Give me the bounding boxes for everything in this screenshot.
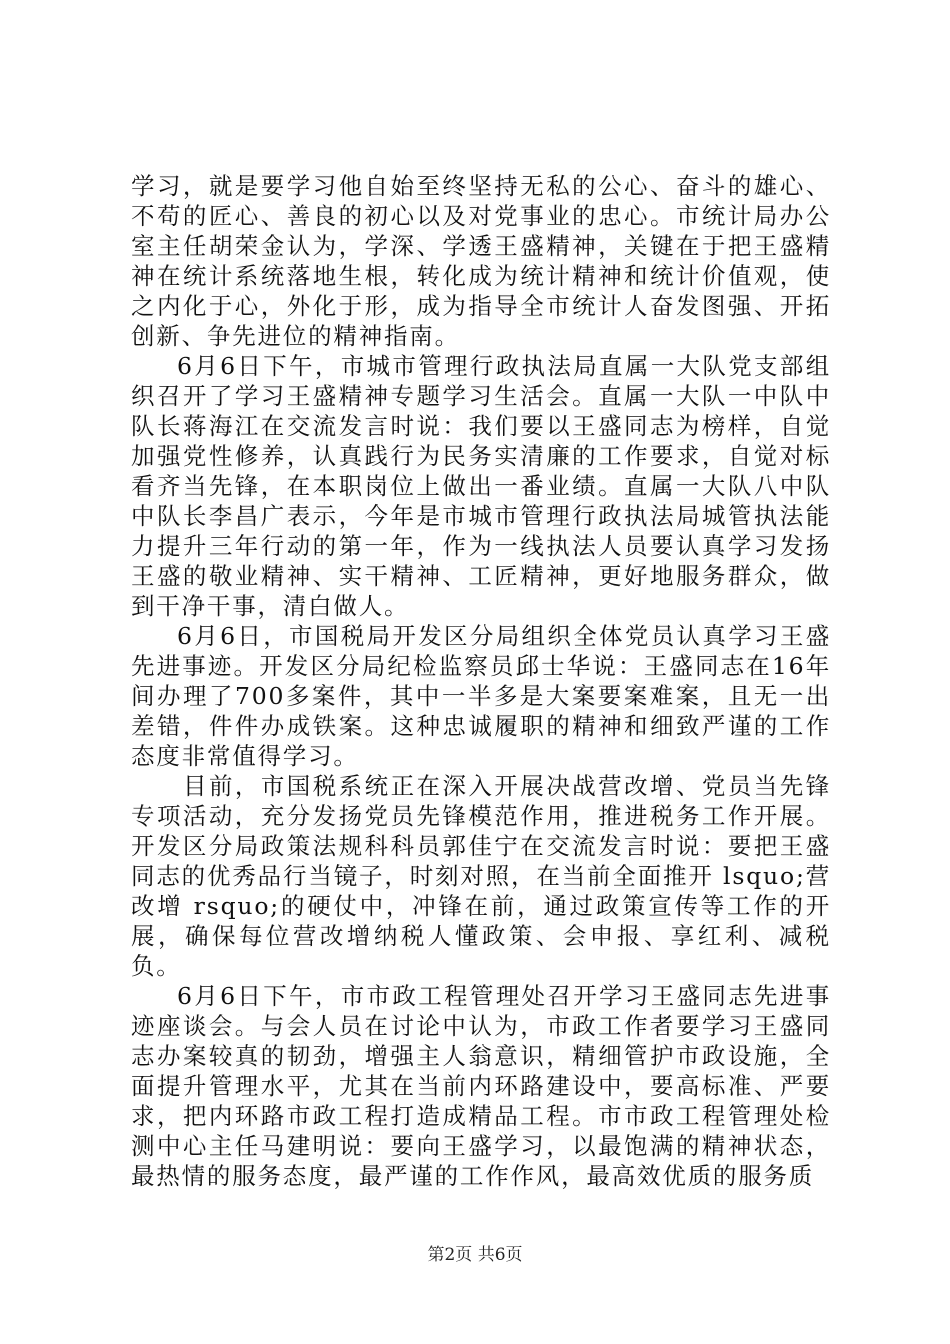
page-number-footer: 第2页 共6页 [427,1245,523,1265]
paragraph-city-management: 6月6日下午，市城市管理行政执法局直属一大队党支部组织召开了学习王盛精神专题学习生活会。直属一大队一中队中队长蒋海江在交流发言时说：我们要以王盛同志为榜样，自觉加强党性修养，认真践行为民务实清廉的工作要求，自觉对标看齐当先锋，在本职岗位上做出一番业绩。直属一大队八中队中队长李昌广表示，今年是市城市管理行政执法局城管执法能力提升三年行动的第一年，作为一线执法人员要认真学习发扬王盛的敬业精神、实干精神、工匠精神，更好地服务群众，做到干净干事，清白做人。 [131,352,831,620]
paragraph-continuation: 学习，就是要学习他自始至终坚持无私的公心、奋斗的雄心、不苟的匠心、善良的初心以及对党事业的忠心。市统计局办公室主任胡荣金认为，学深、学透王盛精神，关键在于把王盛精神在统计系统落地生根，转化成为统计精神和统计价值观，使之内化于心，外化于形，成为指导全市统计人奋发图强、开拓创新、争先进位的精神指南。 [131,172,831,350]
paragraph-municipal-engineering: 6月6日下午，市市政工程管理处召开学习王盛同志先进事迹座谈会。与会人员在讨论中认为，市政工作者要学习王盛同志办案较真的韧劲，增强主人翁意识，精细管护市政设施，全面提升管理水平，尤其在当前内环路建设中，要高标准、严要求，把内环路市政工程打造成精品工程。市市政工程管理处检测中心主任马建明说：要向王盛学习，以最饱满的精神状态，最热情的服务态度，最严谨的工作作风，最高效优质的服务质 [131,982,831,1190]
paragraph-national-tax: 6月6日，市国税局开发区分局组织全体党员认真学习王盛先进事迹。开发区分局纪检监察员邱士华说：王盛同志在16年间办理了700多案件，其中一半多是大案要案难案，且无一出差错，件件办成铁案。这种忠诚履职的精神和细致严谨的工作态度非常值得学习。 [131,622,831,770]
paragraph-vat-reform: 目前，市国税系统正在深入开展决战营改增、党员当先锋专项活动，充分发扬党员先锋模范作用，推进税务工作开展。开发区分局政策法规科科员郭佳宁在交流发言时说：要把王盛同志的优秀品行当镜子，时刻对照，在当前全面推开 lsquo;营改增 rsquo;的硬仗中，冲锋在前，通过政策宣传等工作的开展，确保每位营改增纳税人懂政策、会申报、享红利、减税负。 [131,772,831,980]
document-body [131,171,831,1191]
